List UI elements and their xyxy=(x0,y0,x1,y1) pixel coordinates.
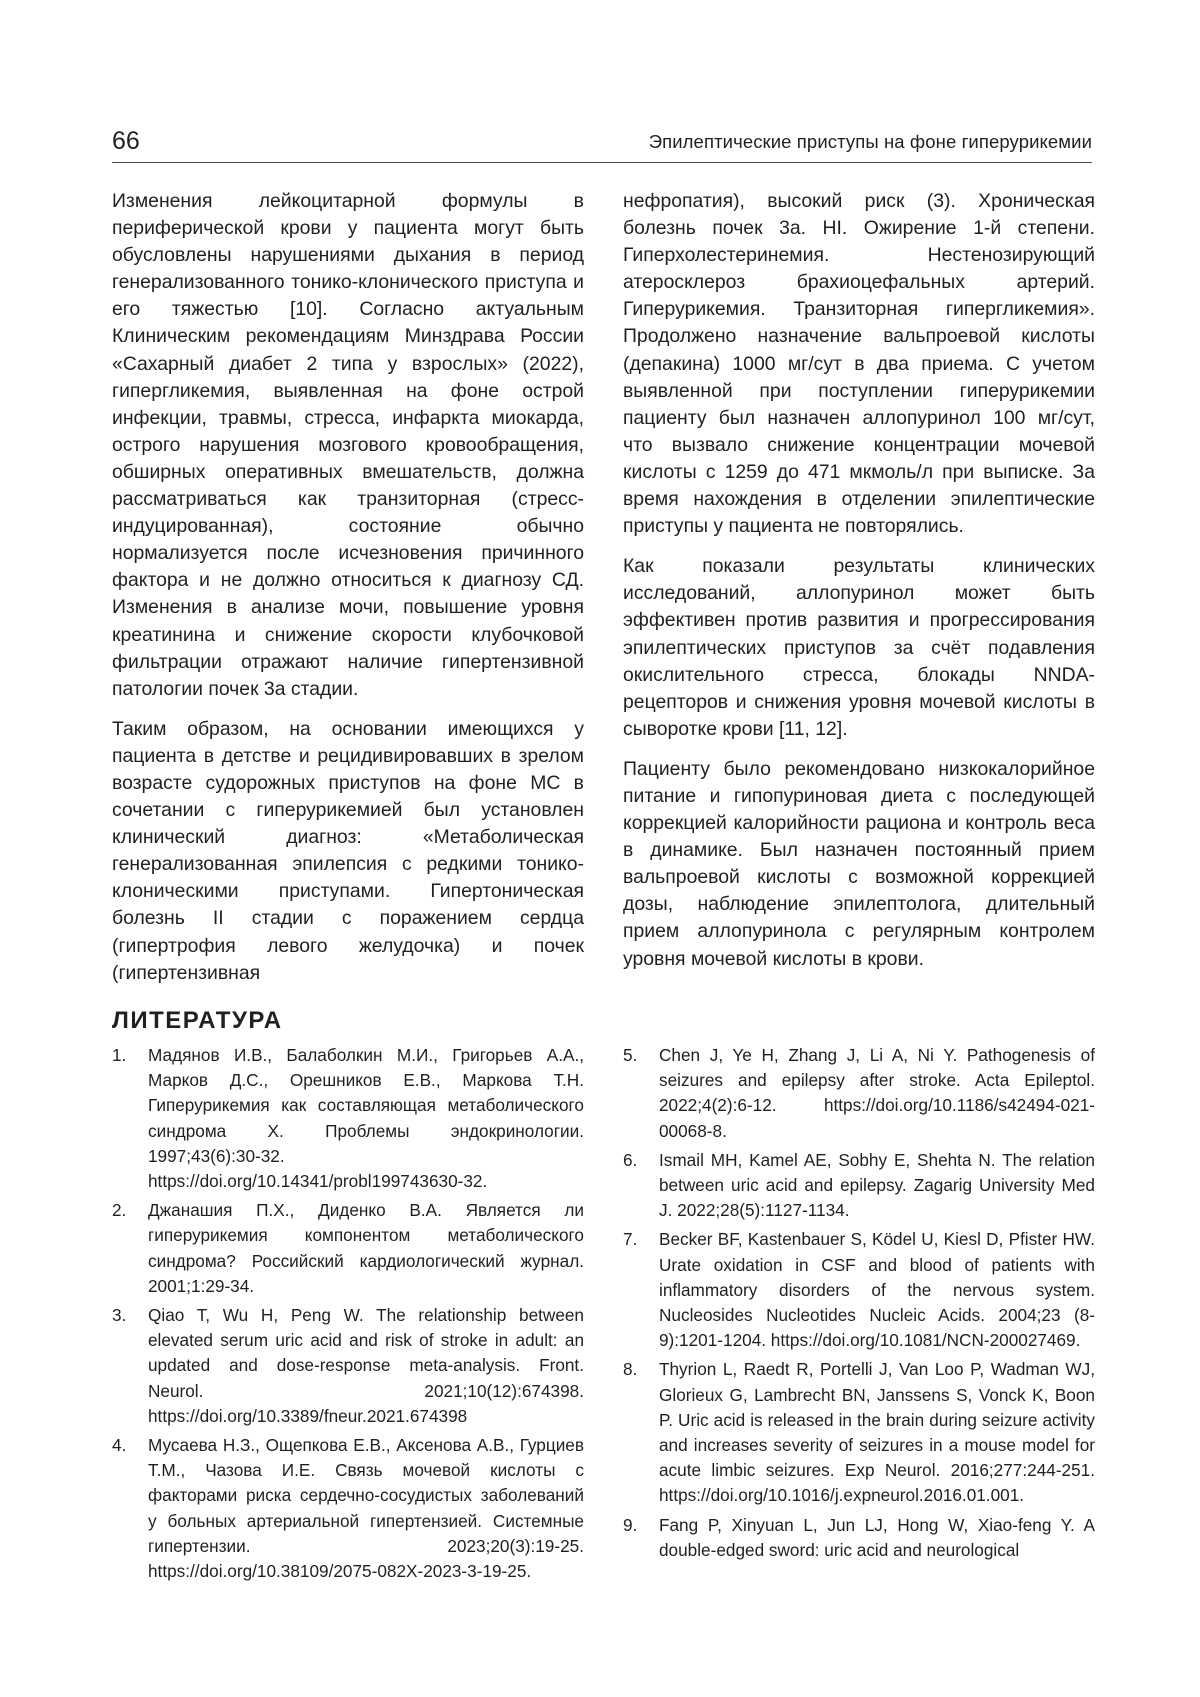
reference-number: 7. xyxy=(623,1229,638,1250)
reference-item xyxy=(623,1357,1095,1508)
running-title: Эпилептические приступы на фоне гиперурикемии xyxy=(648,131,1092,152)
reference-item xyxy=(623,1043,1095,1144)
reference-number: 1. xyxy=(112,1045,127,1065)
reference-text: Мусаева Н.З., Ощепкова Е.В., Аксенова А.В., Гурциев Т.М., Чазова И.Е. Связь мочевой кислоты с факторами риска сердечно-сосудистых заболеваний у больных артериальной гипертензией. Системные гипертензии. 2023;20(3):19-25. https://doi.org/10.38109/2075-082X-2023-3-19-25. xyxy=(148,1435,584,1582)
reference-number: 4. xyxy=(112,1435,127,1456)
reference-number: 9. xyxy=(623,1514,638,1535)
references-list-left xyxy=(112,1043,584,1588)
reference-item xyxy=(112,1433,584,1584)
reference-text: Qiao T, Wu H, Peng W. The relationship between elevated serum uric acid and risk of stroke in adult: an updated and dose-response meta-analysis. Front. Neurol. 2021;10(12):674398. https://doi.org/10.3389/fneur.2021.674398 xyxy=(148,1305,584,1426)
page-number: 66 xyxy=(112,127,140,155)
reference-item xyxy=(623,1227,1095,1353)
reference-text: Chen J, Ye H, Zhang J, Li A, Ni Y. Pathogenesis of seizures and epilepsy after stroke. Acta Epileptol. 2022;4(2):6-12. https://doi.org/10.1186/s42494-021-00068-8. xyxy=(659,1045,1095,1141)
reference-text: Fang P, Xinyuan L, Jun LJ, Hong W, Xiao-feng Y. A double-edged sword: uric acid and neurological xyxy=(659,1514,1095,1560)
body-paragraph: нефропатия), высокий риск (3). Хроническая болезнь почек 3а. HI. Ожирение 1-й степени. Гиперхолестеринемия. Нестенозирующий атеросклероз брахиоцефальных артерий. Гиперурикемия. Транзиторная гипергликемия». Продолжено назначение вальпроевой кислоты (депакина) 1000 мг/сут в два приема. С учетом выявленной при поступлении гиперурикемии пациенту был назначен аллопуринол 100 мг/сут, что вызвало снижение концентрации мочевой кислоты с 1259 до 471 мкмоль/л при выписке. За время нахождения в отделении эпилептические приступы у пациента не повторялись. xyxy=(623,190,1095,538)
reference-item xyxy=(112,1043,584,1194)
reference-item xyxy=(623,1148,1095,1224)
reference-text: Thyrion L, Raedt R, Portelli J, Van Loo P, Wadman WJ, Glorieux G, Lambrecht BN, Janssens S, Vonck K, Boon P. Uric acid is released in the brain during seizure activity and increases severity of seizures in a mouse model for acute limbic seizures. Exp Neurol. 2016;277:244-251. https://doi.org/10.1016/j.expneurol.2016.01.001. xyxy=(659,1359,1095,1506)
reference-item xyxy=(112,1303,584,1429)
reference-item xyxy=(112,1198,584,1299)
reference-text: Ismail MH, Kamel AE, Sobhy E, Shehta N. The relation between uric acid and epilepsy. Zagarig University Med J. 2022;28(5):1127-1134. xyxy=(659,1149,1095,1221)
reference-text: Becker BF, Kastenbauer S, Ködel U, Kiesl D, Pfister HW. Urate oxidation in CSF and blood of patients with inflammatory disorders of the nervous system. Nucleosides Nucleotides Nucleic Acids. 2004;23 (8-9):1201-1204. https://doi.org/10.1081/NCN-200027469. xyxy=(659,1229,1095,1351)
reference-number: 5. xyxy=(623,1045,638,1065)
reference-number: 6. xyxy=(623,1149,638,1170)
body-paragraph: Как показали результаты клинических исследований, аллопуринол может быть эффективен против развития и прогрессирования эпилептических приступов за счёт подавления окислительного стресса, блокады NNDA-рецепторов и снижения уровня мочевой кислоты в сыворотке крови [11, 12]. xyxy=(623,555,1095,740)
body-paragraph: Пациенту было рекомендовано низкокалорийное питание и гипопуриновая диета с последующей коррекцией калорийности рациона и контроль веса в динамике. Был назначен постоянный прием вальпроевой кислоты с возможной коррекцией дозы, наблюдение эпилептолога, длительный прием аллопуринола с регулярным контролем уровня мочевой кислоты в крови. xyxy=(623,757,1095,970)
reference-number: 8. xyxy=(623,1359,638,1380)
body-column-right xyxy=(623,188,1095,986)
reference-number: 3. xyxy=(112,1305,127,1326)
reference-item xyxy=(623,1513,1095,1563)
body-paragraph: Изменения лейкоцитарной формулы в периферической крови у пациента могут быть обусловлены нарушениями дыхания в период генерализованного тонико-клонического приступа и его тяжестью [10]. Согласно актуальным Клиническим рекомендациям Минздрава России «Сахарный диабет 2 типа у взрослых» (2022), гипергликемия, выявленная на фоне острой инфекции, травмы, стресса, инфаркта миокарда, острого нарушения мозгового кровообращения, обширных оперативных вмешательств, должна рассматриваться как транзиторная (стресс-индуцированная), состояние обычно нормализуется после исчезновения причинного фактора и не должно относиться к диагнозу СД. Изменения в анализе мочи, повышение уровня креатинина и снижение скорости клубочковой фильтрации отражают наличие гипертензивной патологии почек 3а стадии. xyxy=(112,190,584,700)
references-list-right xyxy=(623,1043,1095,1567)
header-divider xyxy=(112,162,1092,163)
reference-number: 2. xyxy=(112,1200,127,1221)
references-heading: ЛИТЕРАТУРА xyxy=(112,1007,283,1034)
body-paragraph: Таким образом, на основании имеющихся у пациента в детстве и рецидивировавших в зрелом возрасте судорожных приступов на фоне МС в сочетании с гиперурикемией был установлен клинический диагноз: «Метаболическая генерализованная эпилепсия с редкими тонико-клоническими приступами. Гипертоническая болезнь II стадии с поражением сердца (гипертрофия левого желудочка) и почек (гипертензивная xyxy=(112,717,584,984)
reference-text: Джанашия П.Х., Диденко В.А. Является ли гиперурикемия компонентом метаболического синдрома? Российский кардиологический журнал. 2001;1:29-34. xyxy=(148,1200,584,1296)
reference-text: Мадянов И.В., Балаболкин М.И., Григорьев А.А., Марков Д.С., Орешников Е.В., Маркова Т.Н. Гиперурикемия как составляющая метаболического синдрома Х. Проблемы эндокринологии. 1997;43(6):30-32. https://doi.org/10.14341/probl199743630-32. xyxy=(148,1045,584,1192)
body-column-left xyxy=(112,188,584,1000)
